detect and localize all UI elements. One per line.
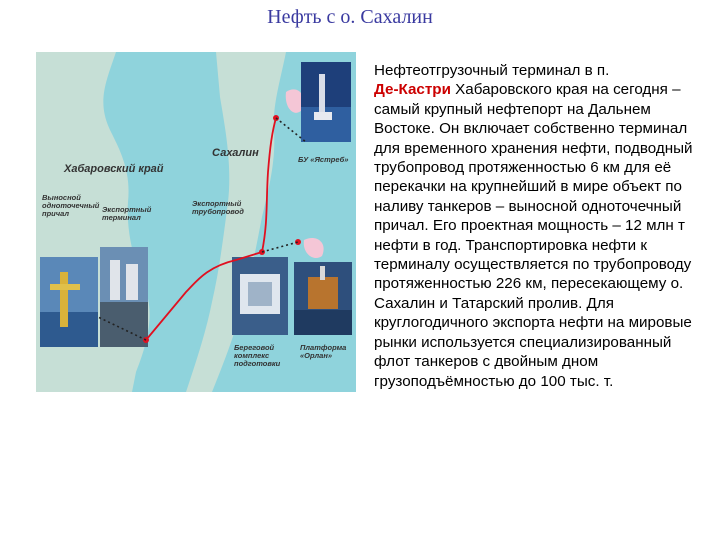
map-label-export-pipeline: Экспортный трубопровод xyxy=(192,199,244,216)
photo-export-terminal xyxy=(100,247,148,347)
description-highlight-de-kastri: Де-Кастри xyxy=(374,81,451,99)
description-body: Хабаровского края на сегодня – самый крупный нефтепорт на Дальнем Востоке. Он включает собственно терминал для временного хранения нефти, подводный трубопровод протяженностью 6 км для её перекачки на крупнейший в мире объект по наливу танкеров – выносной одноточечный причал. Его проектная мощность – 12 млн т нефти в год. Транспортировка нефти к терминалу осуществляется по трубопроводу протяженностью 226 км, пересекающему о. Сахалин и Татарский пролив. Для круглогодичного экспорта нефти на мировые рынки используется специализированный флот танкеров с двойным дном грузоподъёмностью до 100 тыс. т. xyxy=(374,81,693,390)
description-text xyxy=(374,61,704,391)
photo-bu-yastreb xyxy=(301,62,351,142)
map-label-single-point-mooring: Выносной одноточечный причал xyxy=(42,193,100,218)
sakhalin-map-figure xyxy=(36,52,356,392)
photo-single-point-mooring xyxy=(40,257,98,347)
map-label-khabarovsk: Хабаровский край xyxy=(64,163,164,175)
photo-onshore-complex xyxy=(232,257,288,335)
map-label-orlan-platform: Платформа «Орлан» xyxy=(300,343,347,360)
description-intro: Нефтеотгрузочный терминал в п. xyxy=(374,62,610,79)
map-label-onshore-complex: Береговой комплекс подготовки xyxy=(234,343,281,368)
map-label-sakhalin: Сахалин xyxy=(212,147,259,159)
map-label-bu-yastreb: БУ «Ястреб» xyxy=(298,155,349,164)
slide-title: Нефть с о. Сахалин xyxy=(267,6,433,28)
map-label-export-terminal: Экспортный терминал xyxy=(102,205,152,222)
photo-orlan-platform xyxy=(294,262,352,335)
